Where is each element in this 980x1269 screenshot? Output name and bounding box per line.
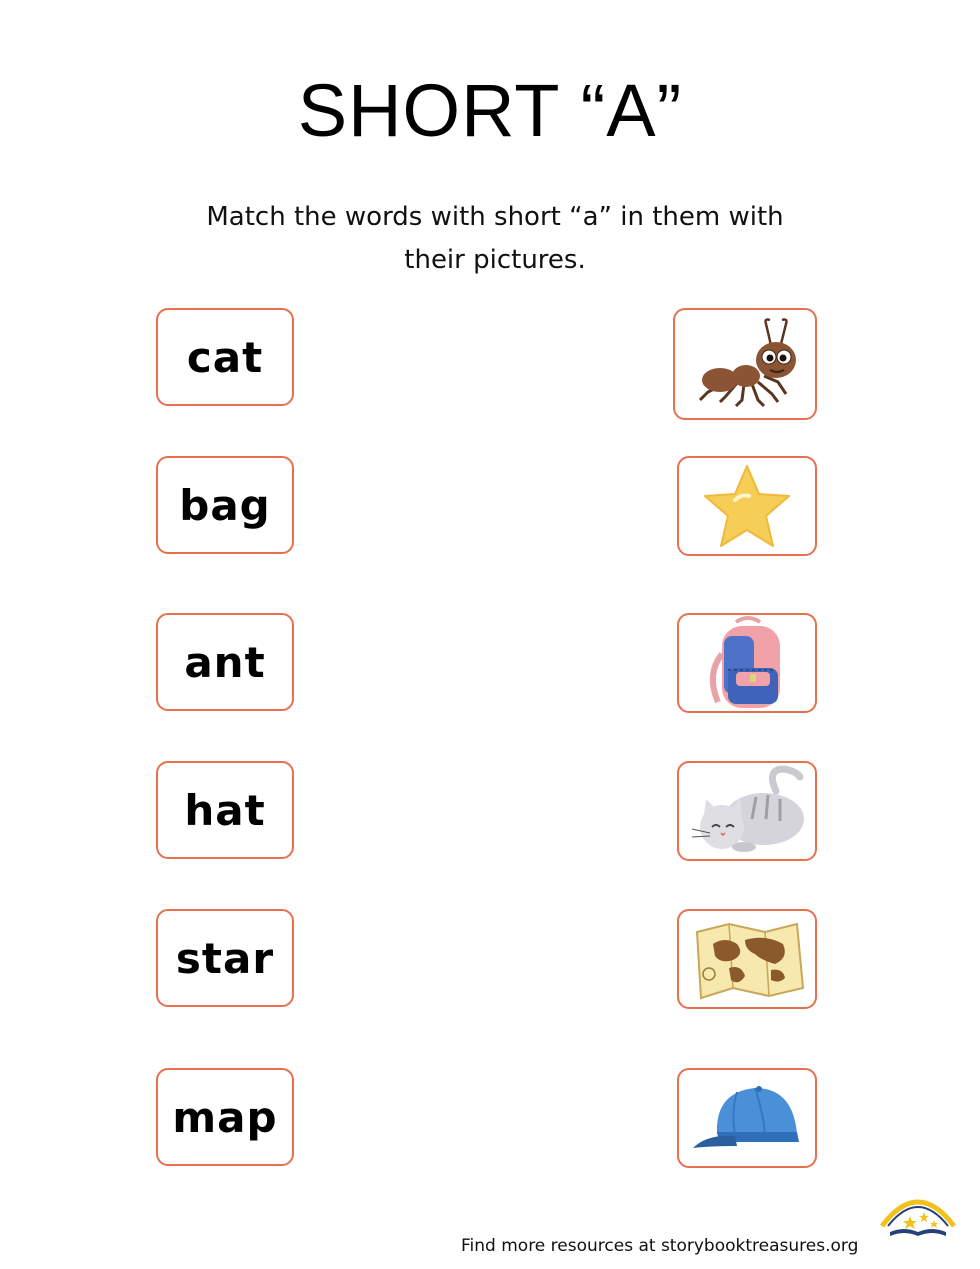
word-card-hat[interactable] xyxy=(156,761,294,859)
treasure-map-picture xyxy=(685,914,809,1004)
picture-card-ant[interactable] xyxy=(673,308,817,420)
star-picture xyxy=(697,460,797,552)
picture-card-backpack[interactable] xyxy=(677,613,817,713)
word-card-map[interactable] xyxy=(156,1068,294,1166)
word-label: ant xyxy=(184,637,266,687)
logo-graphic xyxy=(868,1172,968,1264)
page-title: SHORT “A” xyxy=(297,69,683,152)
word-label: hat xyxy=(184,785,266,835)
word-card-bag[interactable] xyxy=(156,456,294,554)
word-card-star[interactable] xyxy=(156,909,294,1007)
word-label: star xyxy=(175,933,275,983)
word-card-cat[interactable] xyxy=(156,308,294,406)
instructions xyxy=(190,196,800,282)
cap-picture xyxy=(685,1072,809,1164)
picture-card-map[interactable] xyxy=(677,909,817,1009)
picture-card-cat[interactable] xyxy=(677,761,817,861)
word-label: cat xyxy=(186,332,264,382)
storybook-treasures-logo xyxy=(868,1172,968,1264)
cat-picture xyxy=(684,763,810,859)
word-card-ant[interactable] xyxy=(156,613,294,711)
footer-resources-text: Find more resources at storybooktreasures.org xyxy=(461,1236,859,1256)
word-label: map xyxy=(172,1092,278,1142)
picture-card-cap[interactable] xyxy=(677,1068,817,1168)
instructions-line-1: Match the words with short “a” in them with xyxy=(206,202,784,232)
instructions-line-2: their pictures. xyxy=(404,245,586,275)
ant-picture xyxy=(680,312,810,416)
word-label: bag xyxy=(179,480,271,530)
picture-card-star[interactable] xyxy=(677,456,817,556)
backpack-picture xyxy=(692,614,802,712)
